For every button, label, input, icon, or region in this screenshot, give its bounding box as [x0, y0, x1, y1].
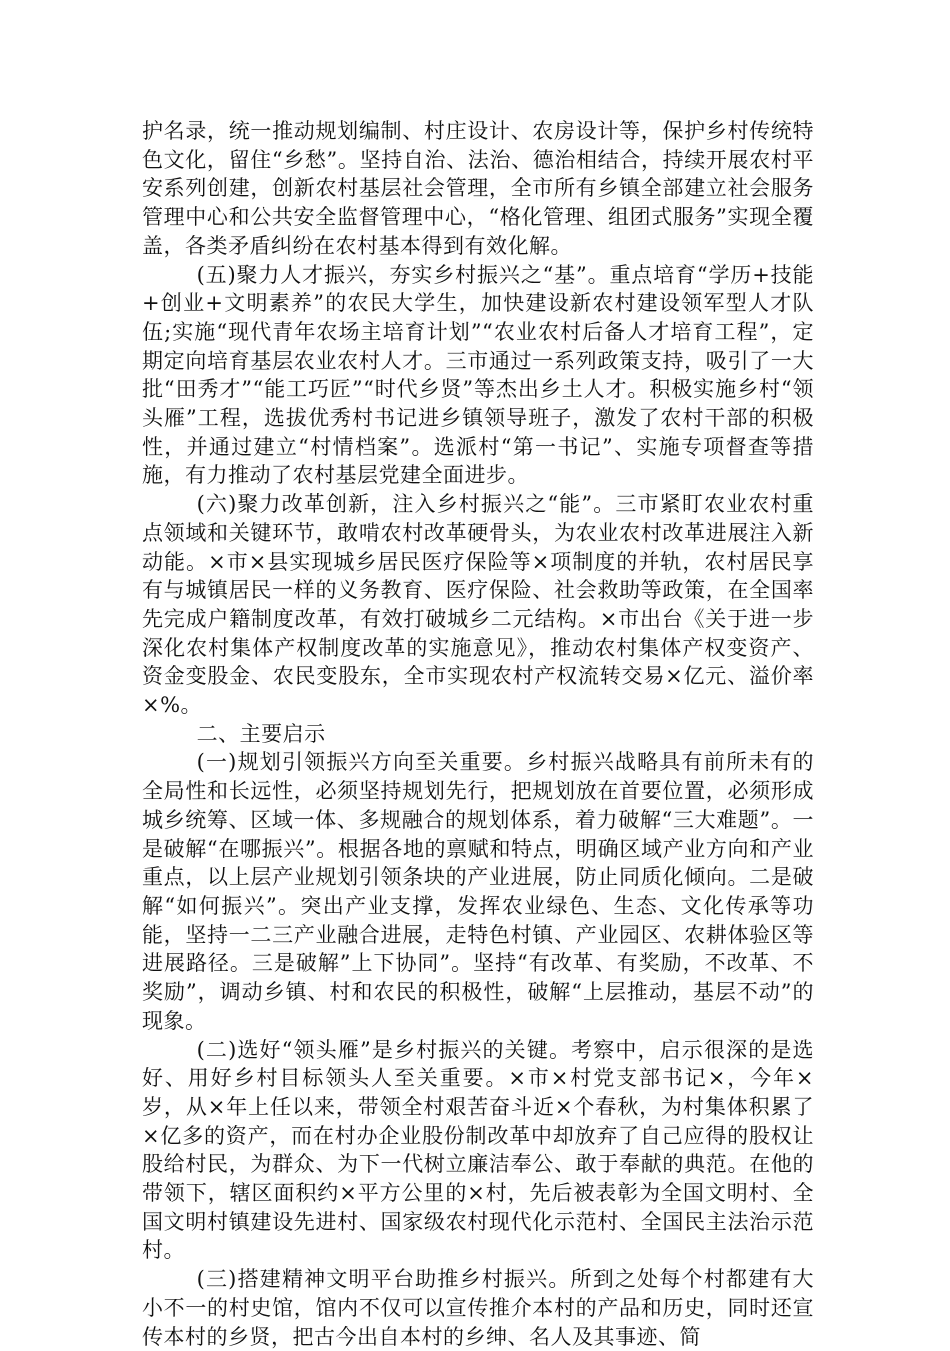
paragraph-planning: (一)规划引领振兴方向至关重要。乡村振兴战略具有前所未有的全局性和长远性，必须坚持规划先行，把规划放在首要位置，必须形成城乡统筹、区域一体、多规融合的规划体系，着力破解“三大难题”。一是破解“在哪振兴”。根据各地的禀赋和特点，明确区域产业方向和产业重点，以上层产业规划引领条块的产业进展，防止同质化倾向。二是破解“如何振兴”。突出产业支撑，发挥农业绿色、生态、文化传承等功能，坚持一二三产业融合进展，走特色村镇、产业园区、农耕体验区等进展路径。三是破解”上下协同”。坚持“有改革、有奖励，不改革、不奖励”，调动乡镇、村和农民的积极性，破解“上层推动，基层不动”的现象。 [142, 750, 814, 1033]
paragraph-spiritual-civilization: (三)搭建精神文明平台助推乡村振兴。所到之处每个村都建有大小不一的村史馆，馆内不仅可以宣传推介本村的产品和历史，同时还宣传本村的乡贤，把古今出自本村的乡绅、名人及其事迹、简 [142, 1267, 814, 1349]
document-page [142, 117, 814, 1351]
paragraph-leader: (二)选好“领头雁”是乡村振兴的关键。考察中，启示很深的是选好、用好乡村目标领头人至关重要。×市×村党支部书记×，今年×岁，从×年上任以来，带领全村艰苦奋斗近×个春秋，为村集体积累了×亿多的资产，而在村办企业股份制改革中却放弃了自己应得的股权让股给村民，为群众、为下一代树立廉洁奉公、敢于奉献的典范。在他的带领下，辖区面积约×平方公里的×村，先后被表彰为全国文明村、全国文明村镇建设先进村、国家级农村现代化示范村、全国民主法治示范村。 [142, 1037, 814, 1263]
paragraph-talent-revitalization: (五)聚力人才振兴，夯实乡村振兴之“基”。重点培育“学历+技能+创业+文明素养”的农民大学生，加快建设新农村建设领军型人才队伍;实施“现代青年农场主培育计划”“农业农村后备人才培育工程”，定期定向培育基层农业农村人才。三市通过一系列政策支持，吸引了一大批“田秀才”“能工巧匠”“时代乡贤”等杰出乡土人才。积极实施乡村“领头雁”工程，选拔优秀村书记进乡镇领导班子，激发了农村干部的积极性，并通过建立“村情档案”。选派村“第一书记”、实施专项督查等措施，有力推动了农村基层党建全面进步。 [142, 262, 814, 488]
paragraph-reform-innovation: (六)聚力改革创新，注入乡村振兴之“能”。三市紧盯农业农村重点领域和关键环节，敢啃农村改革硬骨头，为农业农村改革进展注入新动能。×市×县实现城乡居民医疗保险等×项制度的并轨，农村居民享有与城镇居民一样的义务教育、医疗保险、社会救助等政策，在全国率先完成户籍制度改革，有效打破城乡二元结构。×市出台《关于进一步深化农村集体产权制度改革的实施意见》，推动农村集体产权变资产、资金变股金、农民变股东，全市实现农村产权流转交易×亿元、溢价率×%。 [142, 492, 814, 718]
section-heading: 二、主要启示 [196, 721, 326, 746]
paragraph-continued: 护名录，统一推动规划编制、村庄设计、农房设计等，保护乡村传统特色文化，留住“乡愁”。坚持自治、法治、德治相结合，持续开展农村平安系列创建，创新农村基层社会管理，全市所有乡镇全部建立社会服务管理中心和公共安全监督管理中心，“格化管理、组团式服务”实现全覆盖，各类矛盾纠纷在农村基本得到有效化解。 [142, 119, 814, 258]
